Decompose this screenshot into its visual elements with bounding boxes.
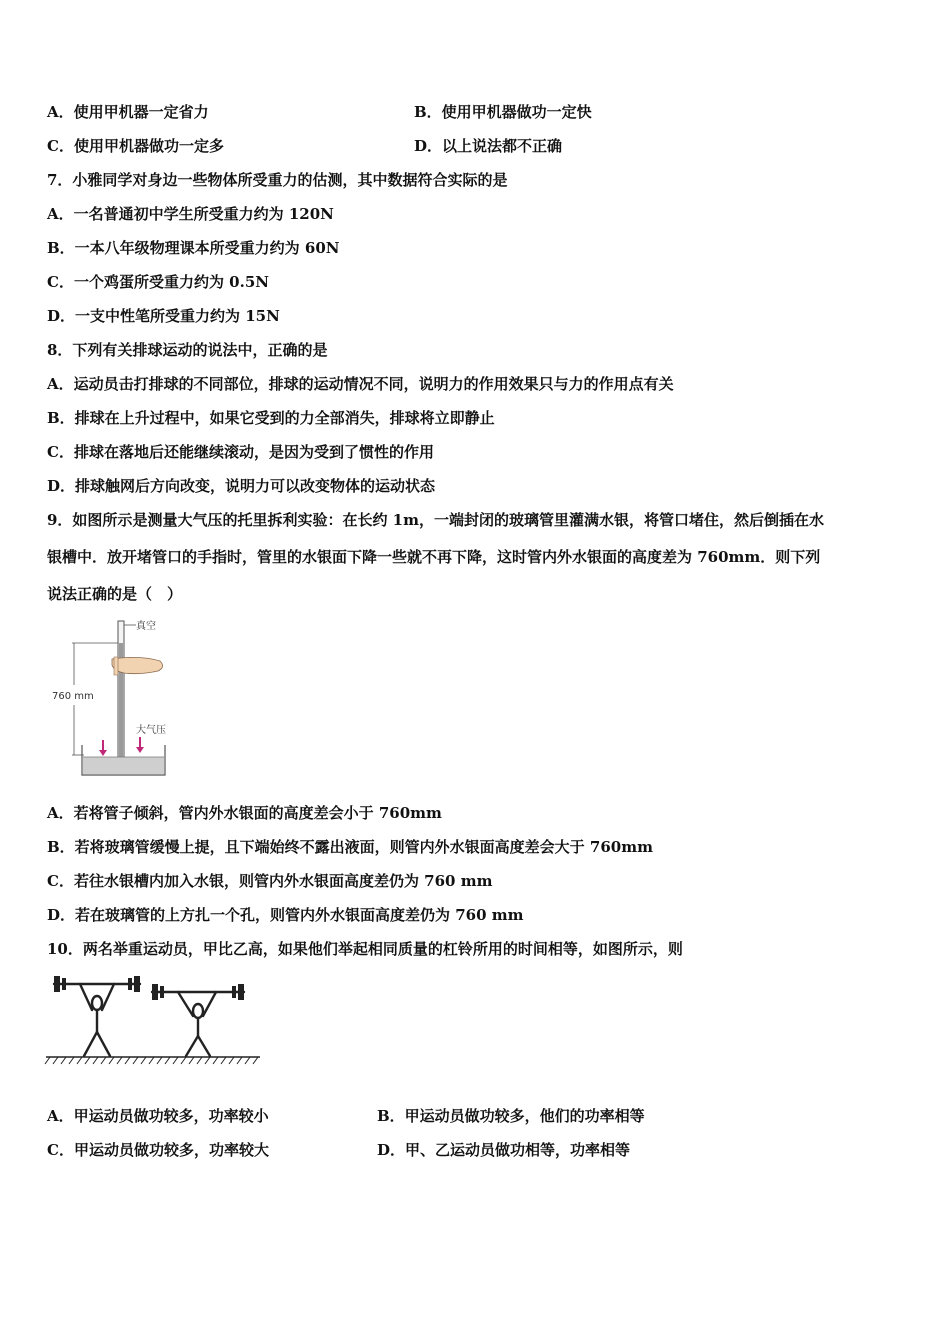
q6-option-d: D．以上说法都不正确	[414, 137, 563, 155]
mercury-in-trough	[83, 757, 164, 774]
q9-stem-line-3: 说法正确的是（ ）	[47, 585, 183, 603]
q7-stem: 7．小雅同学对身边一些物体所受重力的估测，其中数据符合实际的是	[47, 171, 508, 189]
q8-option-a: A．运动员击打排球的不同部位，排球的运动情况不同，说明力的作用效果只与力的作用点有关	[47, 375, 674, 393]
q6-option-b: B．使用甲机器做功一定快	[414, 103, 592, 121]
q7-option-a: A．一名普通初中学生所受重力约为 120N	[47, 205, 334, 223]
q9-option-d: D．若在玻璃管的上方扎一个孔，则管内外水银面高度差仍为 760 mm	[47, 906, 524, 924]
q10-option-a: A．甲运动员做功较多，功率较小	[47, 1107, 269, 1125]
q10-option-d: D．甲、乙运动员做功相等，功率相等	[377, 1141, 631, 1159]
height-label: 760 mm	[52, 691, 94, 702]
q9-option-b: B．若将玻璃管缓慢上提，且下端始终不露出液面，则管内外水银面高度差会大于 760mm	[47, 838, 653, 856]
q10-option-b: B．甲运动员做功较多，他们的功率相等	[377, 1107, 645, 1125]
pressure-label: 大气压	[136, 725, 166, 736]
torricelli-experiment-figure	[48, 615, 198, 785]
weightlifter-jia	[54, 976, 140, 1056]
q8-stem: 8．下列有关排球运动的说法中，正确的是	[47, 341, 328, 359]
q8-option-d: D．排球触网后方向改变，说明力可以改变物体的运动状态	[47, 477, 436, 495]
vacuum-label: 真空	[136, 621, 156, 632]
q7-option-b: B．一本八年级物理课本所受重力约为 60N	[47, 239, 340, 257]
q10-option-c: C．甲运动员做功较多，功率较大	[47, 1141, 269, 1159]
q9-stem-line-2: 银槽中．放开堵管口的手指时，管里的水银面下降一些就不再下降，这时管内外水银面的高度差为 760mm．则下列	[47, 548, 821, 566]
q9-stem-line-1: 9．如图所示是测量大气压的托里拆利实验：在长约 1m，一端封闭的玻璃管里灌满水银，将管口堵住，然后倒插在水	[47, 511, 824, 529]
q7-option-c: C．一个鸡蛋所受重力约为 0.5N	[47, 273, 269, 291]
q7-option-d: D．一支中性笔所受重力约为 15N	[47, 307, 280, 325]
weightlifters-figure	[44, 970, 264, 1066]
pressure-arrow-left-icon	[99, 740, 107, 756]
q6-option-a: A．使用甲机器一定省力	[47, 103, 209, 121]
q9-option-c: C．若往水银槽内加入水银，则管内外水银面高度差仍为 760 mm	[47, 872, 493, 890]
q6-option-c: C．使用甲机器做功一定多	[47, 137, 224, 155]
pressure-arrow-right-icon	[136, 737, 144, 753]
q9-option-a: A．若将管子倾斜，管内外水银面的高度差会小于 760mm	[47, 804, 442, 822]
ground-hatching	[45, 1057, 258, 1064]
weightlifter-yi	[152, 984, 244, 1056]
q8-option-b: B．排球在上升过程中，如果它受到的力全部消失，排球将立即静止	[47, 409, 495, 427]
q10-stem: 10．两名举重运动员，甲比乙高，如果他们举起相同质量的杠铃所用的时间相等，如图所示，则	[47, 940, 683, 958]
q8-option-c: C．排球在落地后还能继续滚动，是因为受到了惯性的作用	[47, 443, 434, 461]
